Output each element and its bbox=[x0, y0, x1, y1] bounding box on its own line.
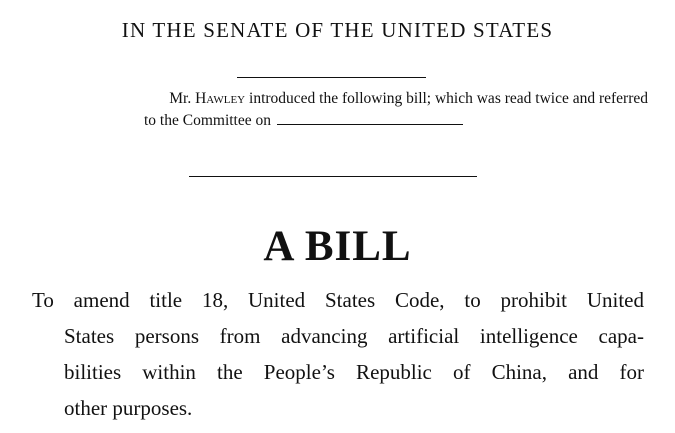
chamber-heading: IN THE SENATE OF THE UNITED STATES bbox=[121, 18, 554, 42]
divider-rule-bottom bbox=[189, 176, 477, 177]
purpose-line-4: other purposes. bbox=[64, 396, 193, 420]
committee-blank-line bbox=[277, 110, 463, 125]
sponsor-name: Hawley bbox=[195, 90, 246, 107]
sponsor-prefix: Mr. bbox=[169, 90, 192, 107]
introduction-line-1 bbox=[28, 88, 648, 110]
introduction-line-1-rest: introduced the following bill; which was read twice and referred bbox=[249, 90, 648, 107]
purpose-line-2: States persons from advancing artificial intelligence capa- bbox=[64, 324, 644, 348]
purpose-line-1: To amend title 18, United States Code, to prohibit United bbox=[32, 288, 644, 312]
introduction-text bbox=[28, 88, 648, 132]
introduction-line-2 bbox=[28, 110, 648, 132]
bill-title: A BILL bbox=[263, 223, 412, 270]
bill-purpose bbox=[32, 282, 644, 426]
committee-label: to the Committee on bbox=[144, 112, 271, 129]
divider-rule-top bbox=[237, 77, 426, 78]
purpose-line-3: bilities within the People’s Republic of China, and for bbox=[64, 360, 644, 384]
